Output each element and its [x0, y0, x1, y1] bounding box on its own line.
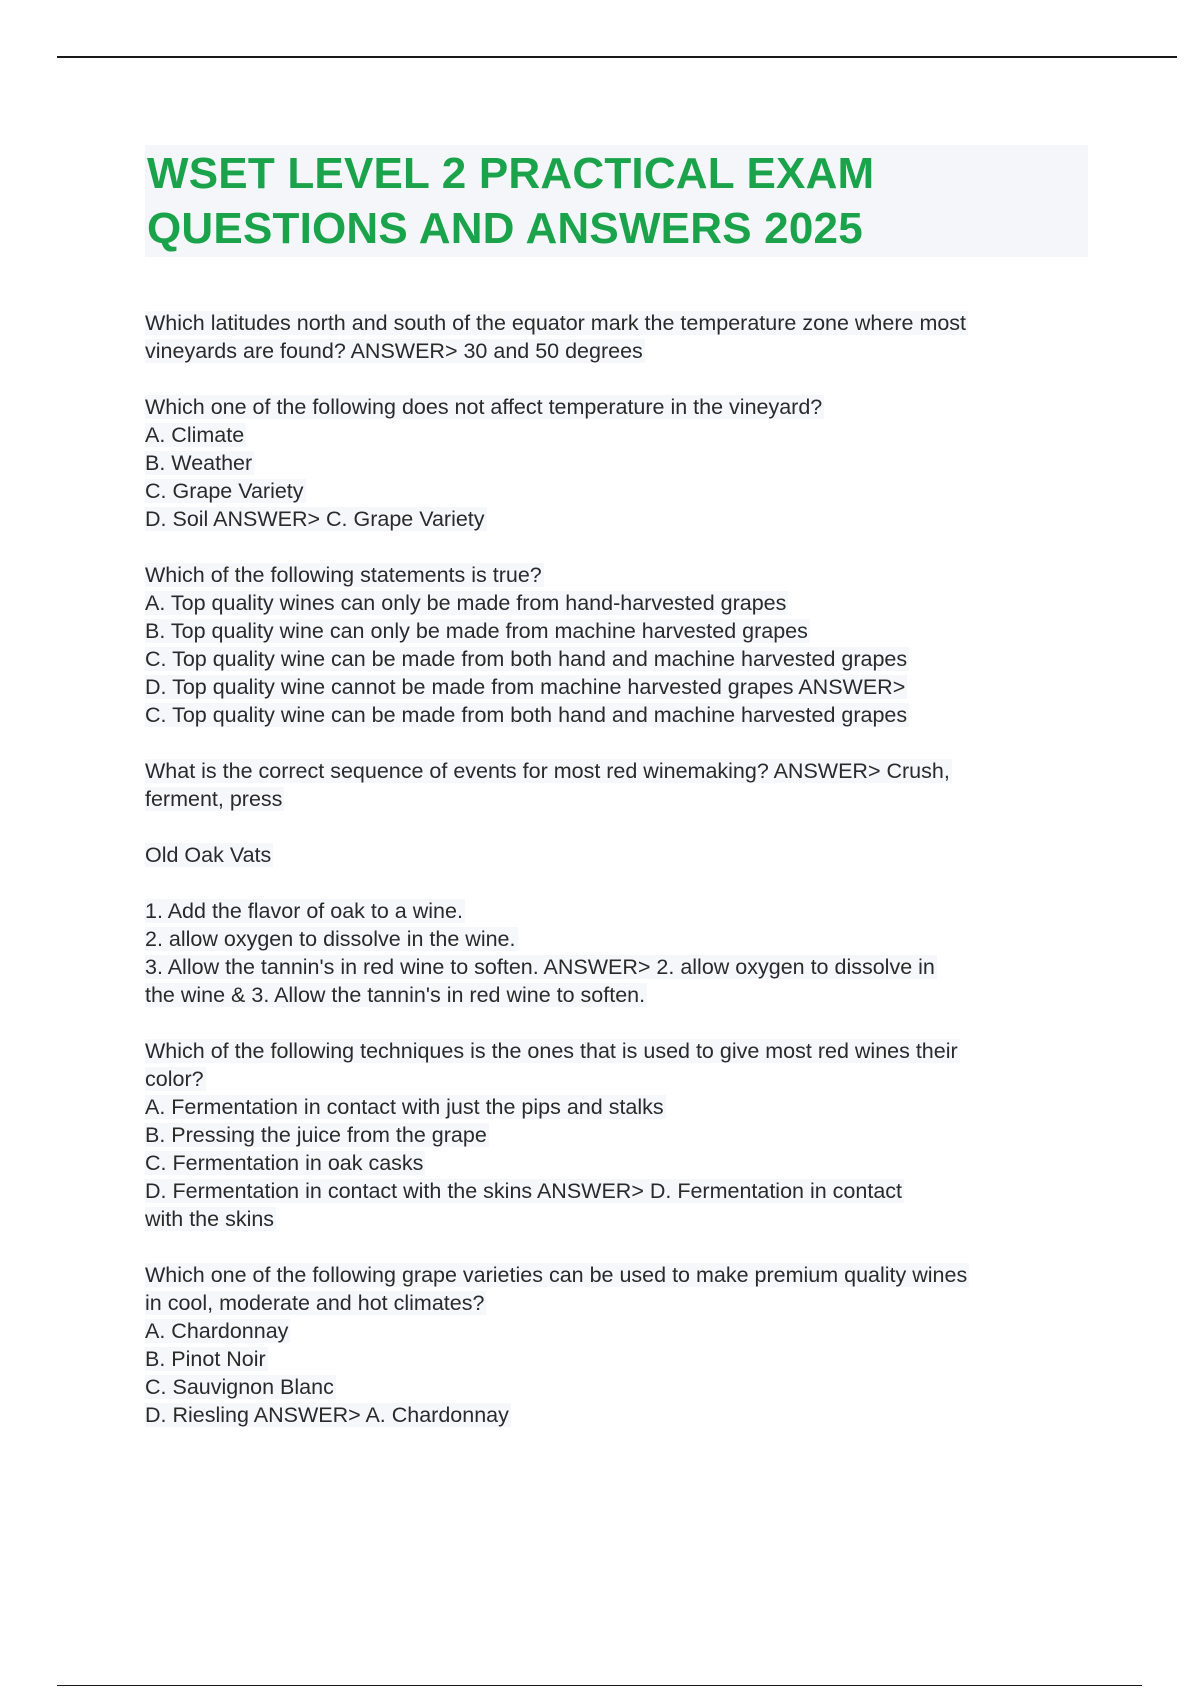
text-line-content: D. Riesling ANSWER> A. Chardonnay [145, 1403, 509, 1427]
text-line [145, 1205, 1095, 1233]
qa-block [145, 561, 1095, 729]
text-line-content: the wine & 3. Allow the tannin's in red wine to soften. [145, 983, 646, 1007]
text-line [145, 1149, 1095, 1177]
qa-block [145, 897, 1095, 1009]
text-line [145, 1373, 1095, 1401]
text-line-content: D. Soil ANSWER> C. Grape Variety [145, 507, 485, 531]
text-line [145, 589, 1095, 617]
text-line [145, 897, 1095, 925]
qa-block [145, 393, 1095, 533]
qa-block [145, 1261, 1095, 1429]
text-line-content: C. Grape Variety [145, 479, 304, 503]
text-line [145, 393, 1095, 421]
text-line-content: A. Top quality wines can only be made from hand-harvested grapes [145, 591, 787, 615]
text-line-content: C. Top quality wine can be made from both hand and machine harvested grapes [145, 703, 908, 727]
text-line [145, 981, 1095, 1009]
text-line [145, 925, 1095, 953]
text-line [145, 645, 1095, 673]
text-line [145, 617, 1095, 645]
text-line-content: color? [145, 1067, 204, 1091]
text-line-content: 2. allow oxygen to dissolve in the wine. [145, 927, 516, 951]
text-line [145, 337, 1095, 365]
text-line [145, 757, 1095, 785]
text-line-content: 1. Add the flavor of oak to a wine. [145, 899, 463, 923]
text-line-content: Which one of the following grape varieties can be used to make premium quality wines [145, 1263, 968, 1287]
text-line [145, 1065, 1095, 1093]
text-line-content: B. Pressing the juice from the grape [145, 1123, 487, 1147]
qa-block [145, 309, 1095, 365]
text-line [145, 1037, 1095, 1065]
text-line [145, 1093, 1095, 1121]
text-line [145, 1261, 1095, 1289]
page-title-line-2: QUESTIONS AND ANSWERS 2025 [147, 204, 863, 253]
text-line [145, 673, 1095, 701]
text-line-content: Which of the following techniques is the ones that is used to give most red wines their [145, 1039, 958, 1063]
text-line-content: C. Top quality wine can be made from both hand and machine harvested grapes [145, 647, 908, 671]
text-line-content: A. Chardonnay [145, 1319, 289, 1343]
text-line [145, 1289, 1095, 1317]
text-line-content: vineyards are found? ANSWER> 30 and 50 degrees [145, 339, 643, 363]
text-line-content: C. Fermentation in oak casks [145, 1151, 424, 1175]
text-line-content: Which of the following statements is true? [145, 563, 542, 587]
top-rule [57, 56, 1177, 58]
text-line [145, 309, 1095, 337]
text-line [145, 505, 1095, 533]
text-line-content: D. Fermentation in contact with the skins ANSWER> D. Fermentation in contact [145, 1179, 902, 1203]
text-line [145, 1401, 1095, 1429]
text-line [145, 953, 1095, 981]
qa-content [145, 309, 1095, 1457]
bottom-rule [57, 1685, 1142, 1686]
text-line [145, 785, 1095, 813]
text-line-content: Which one of the following does not affect temperature in the vineyard? [145, 395, 823, 419]
text-line [145, 449, 1095, 477]
text-line [145, 421, 1095, 449]
qa-block [145, 841, 1095, 869]
text-line [145, 701, 1095, 729]
qa-block [145, 1037, 1095, 1233]
text-line [145, 1121, 1095, 1149]
text-line [145, 1345, 1095, 1373]
text-line-content: What is the correct sequence of events for most red winemaking? ANSWER> Crush, [145, 759, 950, 783]
page-title-line-1: WSET LEVEL 2 PRACTICAL EXAM [147, 149, 875, 198]
text-line-content: ferment, press [145, 787, 283, 811]
text-line-content: with the skins [145, 1207, 275, 1231]
text-line-content: B. Pinot Noir [145, 1347, 266, 1371]
text-line [145, 1177, 1095, 1205]
text-line-content: B. Top quality wine can only be made from machine harvested grapes [145, 619, 808, 643]
text-line-content: B. Weather [145, 451, 253, 475]
text-line [145, 477, 1095, 505]
text-line-content: Which latitudes north and south of the equator mark the temperature zone where most [145, 311, 967, 335]
text-line-content: D. Top quality wine cannot be made from machine harvested grapes ANSWER> [145, 675, 906, 699]
text-line [145, 841, 1095, 869]
text-line-content: in cool, moderate and hot climates? [145, 1291, 485, 1315]
text-line-content: 3. Allow the tannin's in red wine to soften. ANSWER> 2. allow oxygen to dissolve in [145, 955, 935, 979]
text-line-content: A. Fermentation in contact with just the pips and stalks [145, 1095, 664, 1119]
text-line [145, 1317, 1095, 1345]
text-line-content: A. Climate [145, 423, 245, 447]
text-line-content: Old Oak Vats [145, 843, 272, 867]
text-line [145, 561, 1095, 589]
text-line-content: C. Sauvignon Blanc [145, 1375, 334, 1399]
qa-block [145, 757, 1095, 813]
